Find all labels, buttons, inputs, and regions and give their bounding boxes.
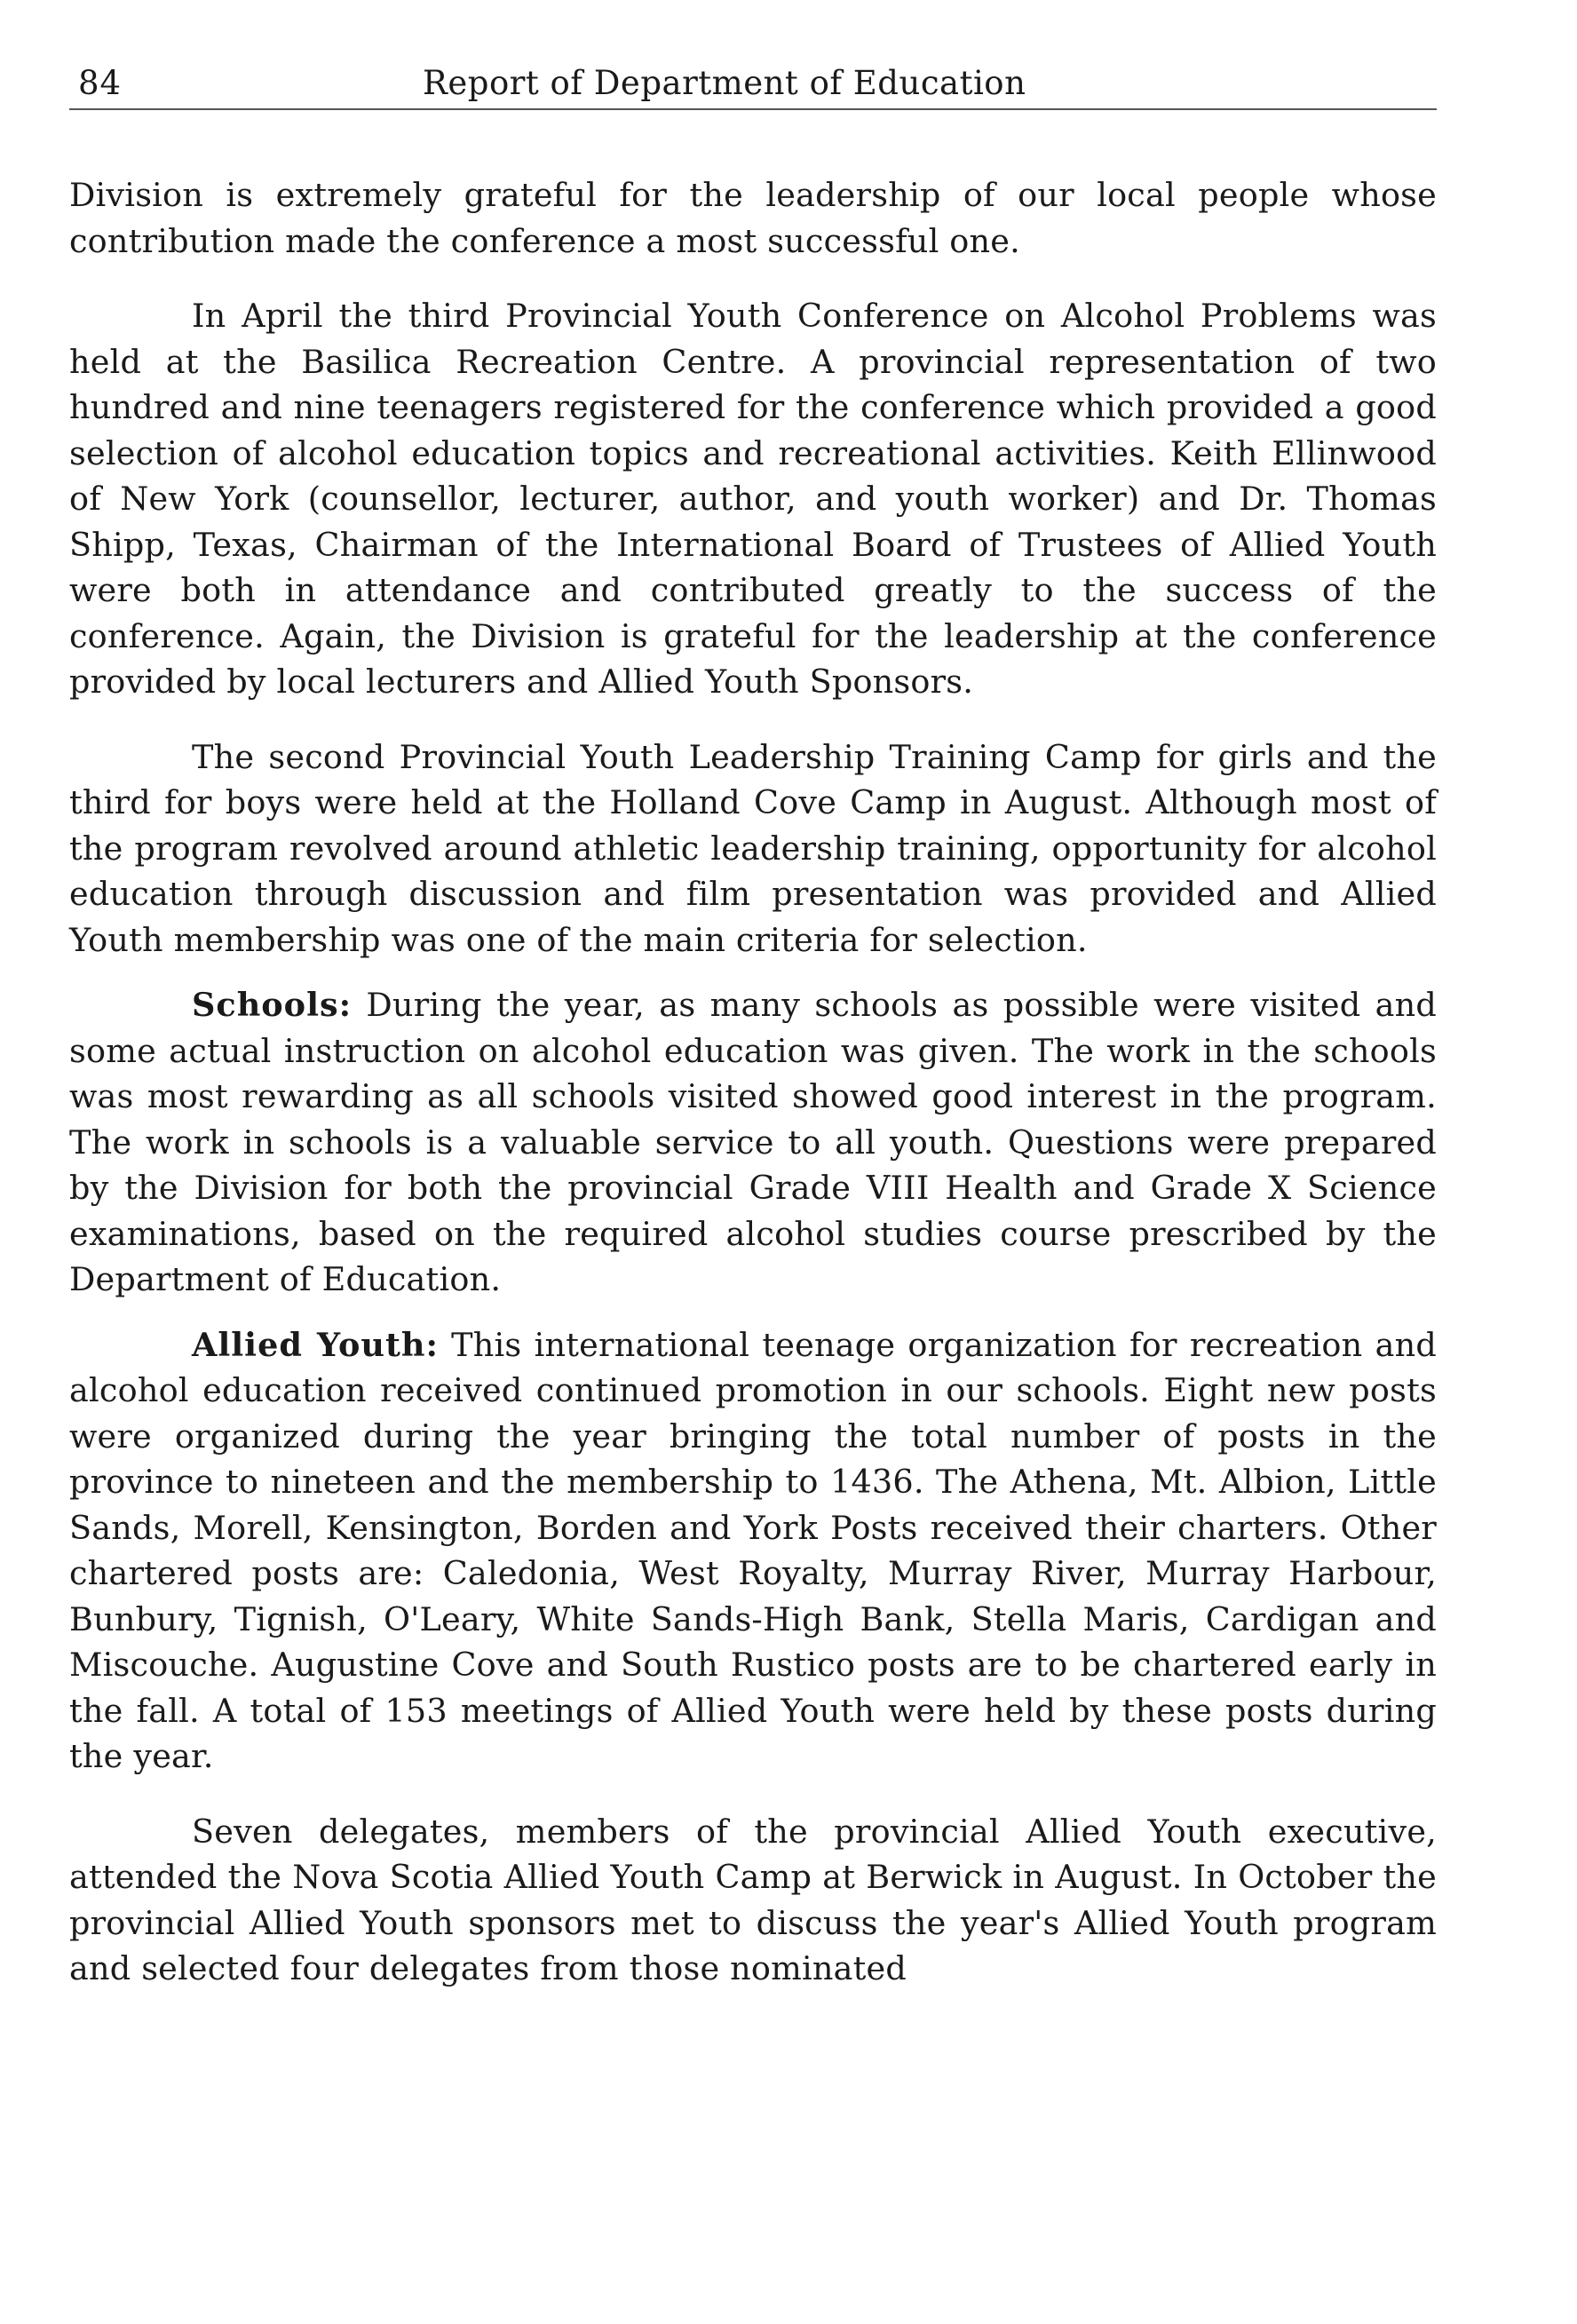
document-page <box>69 55 1437 1992</box>
allied-youth-heading: Allied Youth: <box>192 1325 439 1364</box>
paragraph-schools <box>69 982 1437 1303</box>
paragraph-allied-youth <box>69 1322 1437 1780</box>
paragraph-continued: Division is extremely grateful for the leadership of our local people whose contribution made the conference a most successful one. <box>69 176 1437 260</box>
schools-heading: Schools: <box>192 986 353 1024</box>
paragraph-delegates: Seven delegates, members of the provincial Allied Youth executive, attended the Nova Scotia Allied Youth Camp at Berwick in August. In October the provincial Allied Youth sponsors met to discuss the year's Allied Youth program and selected four delegates from those nominated <box>69 1812 1437 1987</box>
header-rule <box>69 108 1437 110</box>
running-title: Report of Department of Education <box>423 64 1026 102</box>
body-text <box>69 172 1437 1992</box>
page-header <box>69 55 1437 117</box>
allied-youth-text: This international teenage organization for recreation and alcohol education received continued promotion in our schools. Eight new posts were organized during the year bringing the total number of posts in the province to nineteen and the membership to 1436. The Athena, Mt. Albion, Little Sands, Morell, Kensington, Borden and York Posts received their charters. Other chartered posts are: Caledonia, West Royalty, Murray River, Murray Harbour, Bunbury, Tignish, O'Leary, White Sands-High Bank, Stella Maris, Cardigan and Miscouche. Augustine Cove and South Rustico posts are to be chartered early in the fall. A total of 153 meetings of Allied Youth were held by these posts during the year. <box>69 1325 1437 1775</box>
paragraph-training-camp: The second Provincial Youth Leadership Training Camp for girls and the third for boys were held at the Holland Cove Camp in August. Although most of the program revolved around athletic leadership training, opportunity for alcohol education through discussion and film presentation was provided and Allied Youth membership was one of the main criteria for selection. <box>69 737 1437 959</box>
page-number: 84 <box>78 64 123 102</box>
paragraph-youth-conference: In April the third Provincial Youth Conference on Alcohol Problems was held at the Basilica Recreation Centre. A provincial representation of two hundred and nine teenagers registered for the conference which provided a good selection of alcohol education topics and recreational activities. Keith Ellinwood of New York (counsellor, lecturer, author, and youth worker) and Dr. Thomas Shipp, Texas, Chairman of the International Board of Trustees of Allied Youth were both in attendance and contributed greatly to the success of the conference. Again, the Division is grateful for the leadership at the conference provided by local lecturers and Allied Youth Sponsors. <box>69 297 1437 701</box>
schools-text: During the year, as many schools as possible were visited and some actual instruction on alcohol education was given. The work in the schools was most rewarding as all schools visited showed good interest in the program. The work in schools is a valuable service to all youth. Questions were prepared by the Division for both the provincial Grade VIII Health and Grade X Science examinations, based on the required alcohol studies course prescribed by the Department of Education. <box>69 986 1438 1298</box>
